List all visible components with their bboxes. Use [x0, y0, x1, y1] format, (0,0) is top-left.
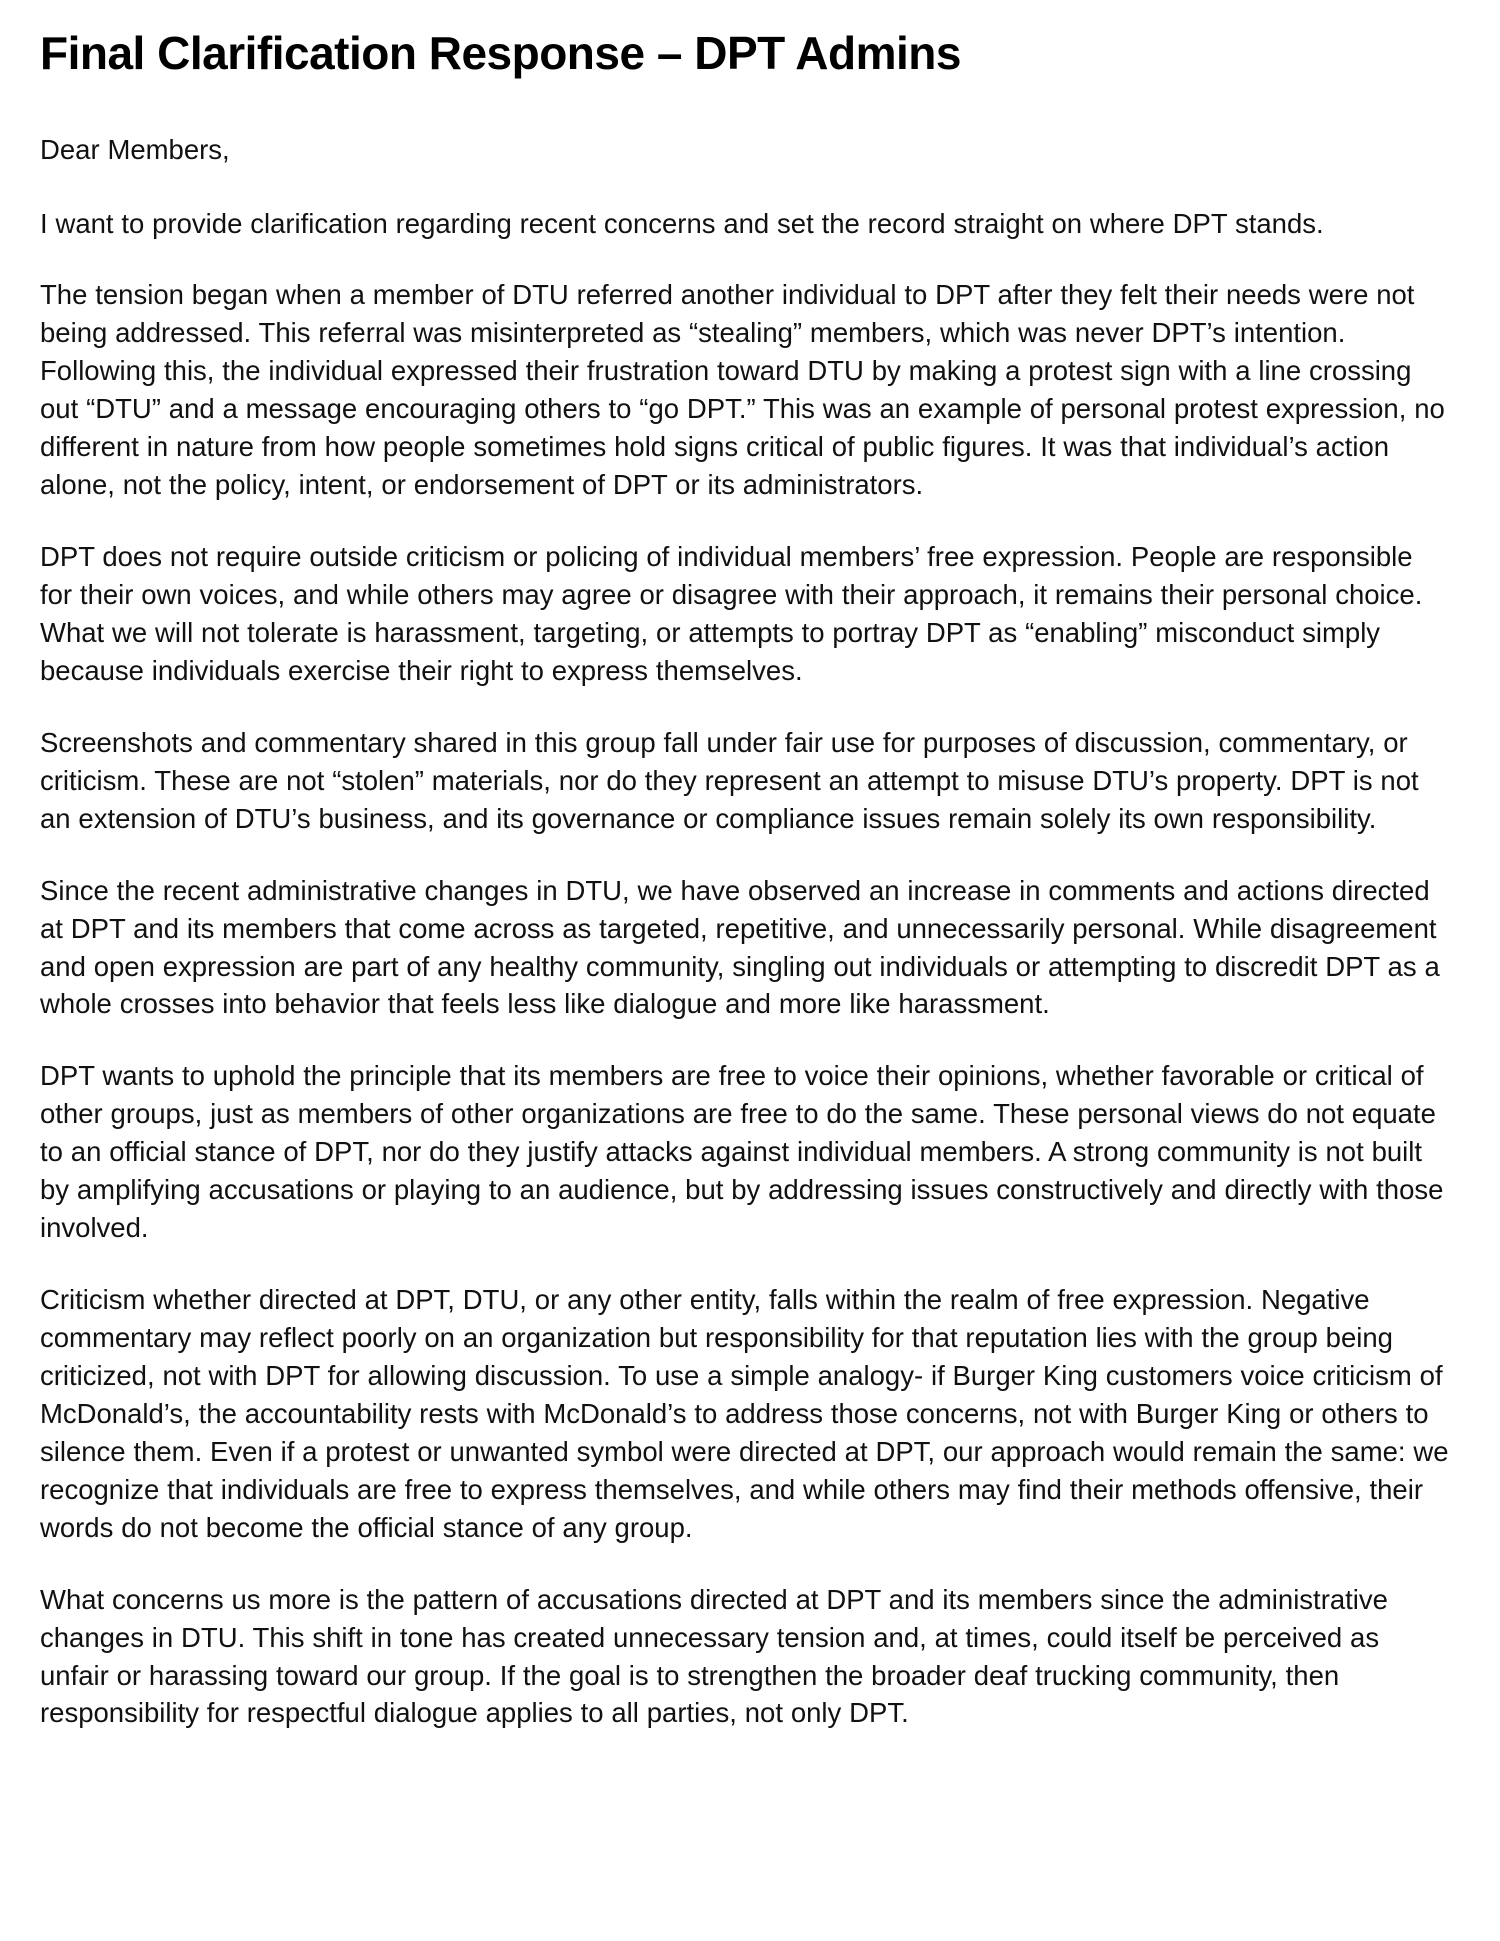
- document-body: [40, 131, 1460, 1733]
- body-paragraph: Screenshots and commentary shared in this group fall under fair use for purposes of discussion, commentary, or criticism. These are not “stolen” materials, nor do they represent an attempt to misuse DTU’s property. DPT is not an extension of DTU’s business, and its governance or compliance issues remain solely its own responsibility.: [40, 726, 1419, 834]
- page-title: Final Clarification Response – DPT Admins: [40, 27, 961, 79]
- body-paragraph: Criticism whether directed at DPT, DTU, or any other entity, falls within the realm of free expression. Negative commentary may reflect poorly on an organization but responsibility for that reputation lies with the group being criticized, not with DPT for allowing discussion. To use a simple analogy- if Burger King customers voice criticism of McDonald’s, the accountability rests with McDonald’s to address those concerns, not with Burger King or others to silence them. Even if a protest or unwanted symbol were directed at DPT, our approach would remain the same: we recognize that individuals are free to express themselves, and while others may find their methods offensive, their words do not become the official stance of any group.: [40, 1284, 1449, 1543]
- body-paragraph: I want to provide clarification regarding recent concerns and set the record straight on where DPT stands.: [40, 207, 1324, 239]
- body-paragraph: What concerns us more is the pattern of accusations directed at DPT and its members since the administrative changes in DTU. This shift in tone has created unnecessary tension and, at times, could itself be perceived as unfair or harassing toward our group. If the goal is to strengthen the broader deaf trucking community, then responsibility for respectful dialogue applies to all parties, not only DPT.: [40, 1583, 1388, 1729]
- salutation-line: Dear Members,: [40, 133, 230, 165]
- body-paragraph: DPT does not require outside criticism or policing of individual members’ free expression. People are responsible for their own voices, and while others may agree or disagree with their approach, it remains their personal choice. What we will not tolerate is harassment, targeting, or attempts to portray DPT as “enabling” misconduct simply because individuals exercise their right to express themselves.: [40, 541, 1423, 686]
- body-paragraph: The tension began when a member of DTU referred another individual to DPT after they felt their needs were not being addressed. This referral was misinterpreted as “stealing” members, which was never DPT’s intention. Following this, the individual expressed their frustration toward DTU by making a protest sign with a line crossing out “DTU” and a message encouraging others to “go DPT.” This was an example of personal protest expression, no different in nature from how people sometimes hold signs critical of public figures. It was that individual’s action alone, not the policy, intent, or endorsement of DPT or its administrators.: [40, 279, 1445, 501]
- body-paragraph: Since the recent administrative changes in DTU, we have observed an increase in comments and actions directed at DPT and its members that come across as targeted, repetitive, and unnecessarily personal. While disagreement and open expression are part of any healthy community, singling out individuals or attempting to discredit DPT as a whole crosses into behavior that feels less like dialogue and more like harassment.: [40, 874, 1440, 1020]
- body-paragraph: DPT wants to uphold the principle that its members are free to voice their opinions, whether favorable or critical of other groups, just as members of other organizations are free to do the same. These personal views do not equate to an official stance of DPT, nor do they justify attacks against individual members. A strong community is not built by amplifying accusations or playing to an audience, but by addressing issues constructively and directly with those involved.: [40, 1060, 1444, 1244]
